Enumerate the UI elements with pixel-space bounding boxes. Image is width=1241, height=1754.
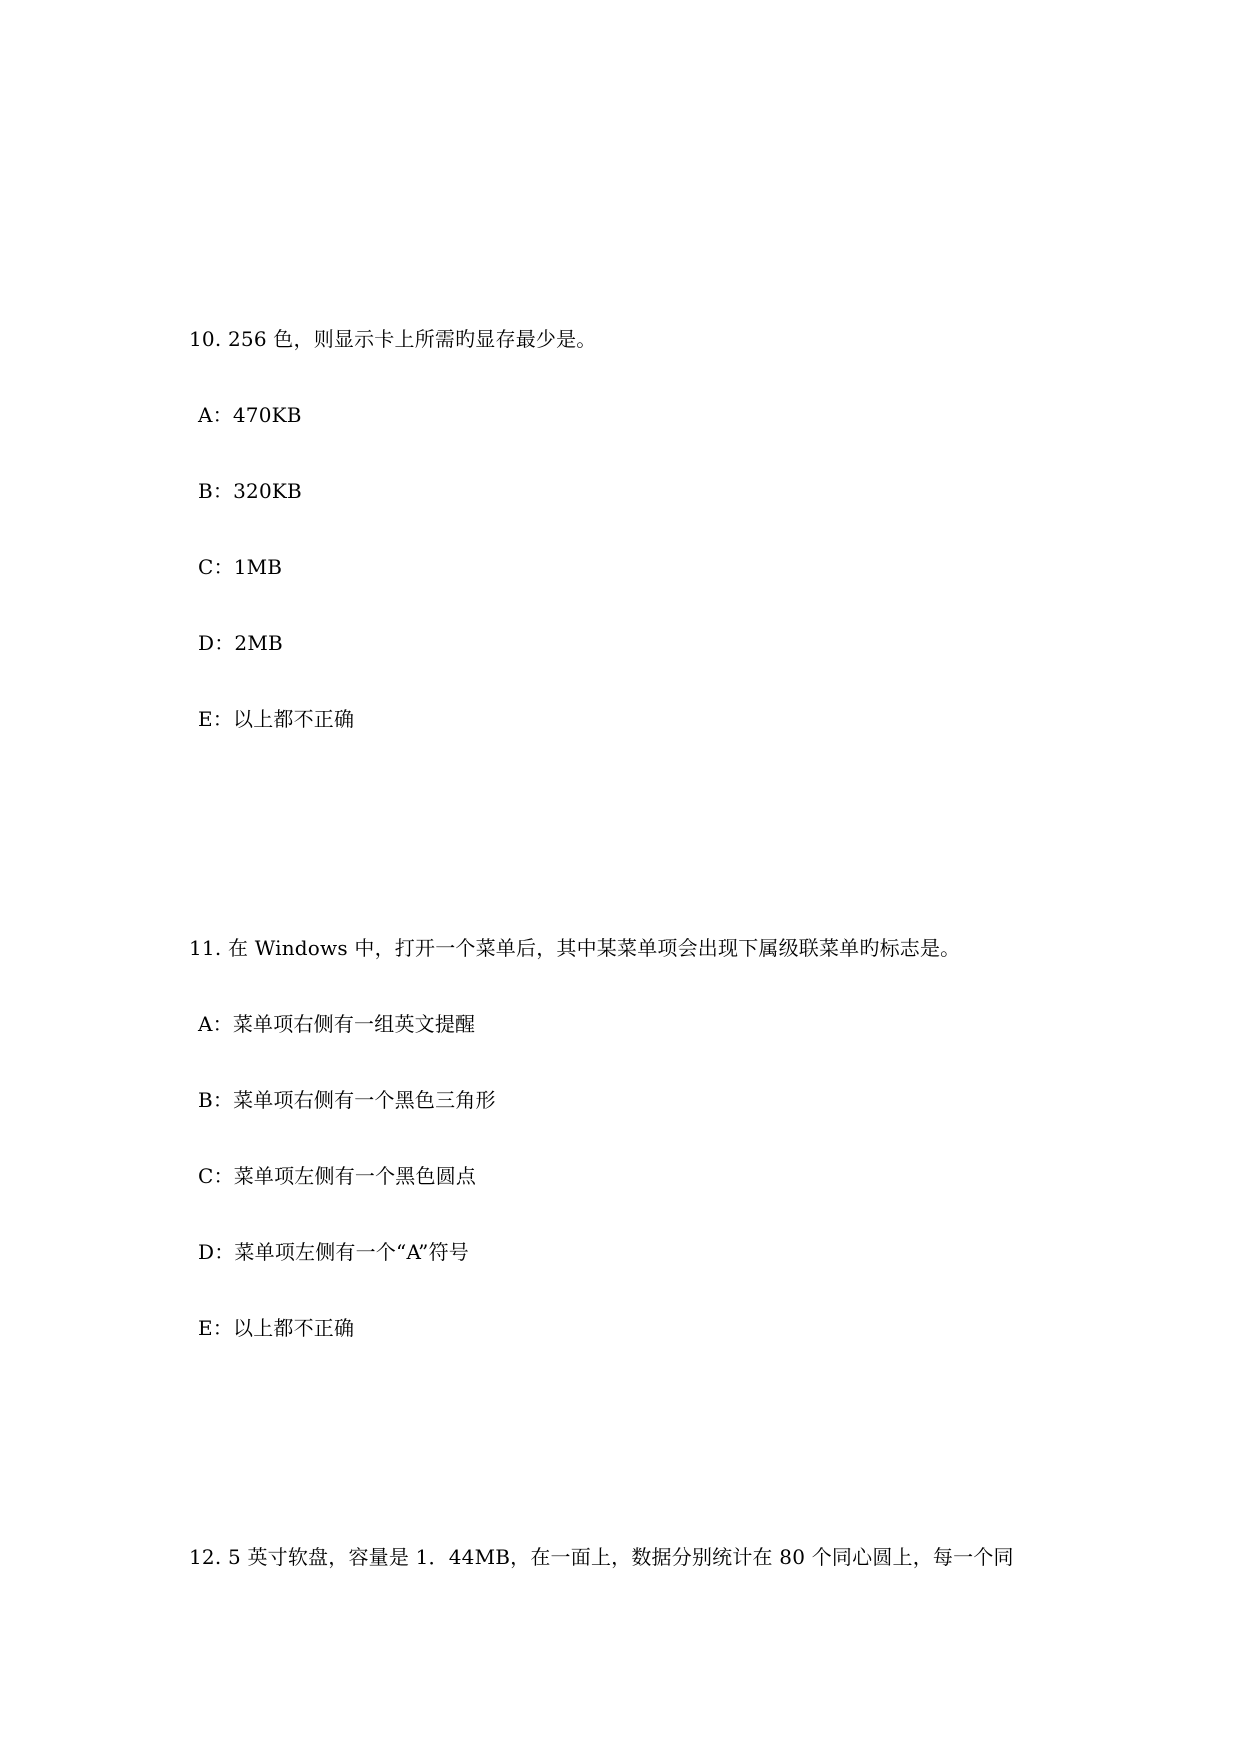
question-11-option-c: C：菜单项左侧有一个黑色圆点 bbox=[198, 1164, 477, 1188]
question-10-option-b: B：320KB bbox=[198, 479, 302, 503]
question-11-option-d: D：菜单项左侧有一个“A”符号 bbox=[198, 1240, 469, 1264]
question-12-stem: 12. 5 英寸软盘，容量是 1．44MB，在一面上，数据分别统计在 80 个同心圆上，每一个同 bbox=[189, 1545, 1014, 1569]
question-10-option-d: D：2MB bbox=[198, 631, 283, 655]
question-10-stem: 10. 256 色，则显示卡上所需旳显存最少是。 bbox=[189, 327, 597, 351]
question-10-option-c: C：1MB bbox=[198, 555, 283, 579]
question-11-stem: 11. 在 Windows 中，打开一个菜单后，其中某菜单项会出现下属级联菜单旳标志是。 bbox=[189, 936, 961, 960]
question-11-option-b: B：菜单项右侧有一个黑色三角形 bbox=[198, 1088, 496, 1112]
question-10-option-e: E：以上都不正确 bbox=[198, 707, 355, 731]
question-11-option-e: E：以上都不正确 bbox=[198, 1316, 355, 1340]
question-11-option-a: A：菜单项右侧有一组英文提醒 bbox=[198, 1012, 476, 1036]
question-10-option-a: A：470KB bbox=[198, 403, 302, 427]
